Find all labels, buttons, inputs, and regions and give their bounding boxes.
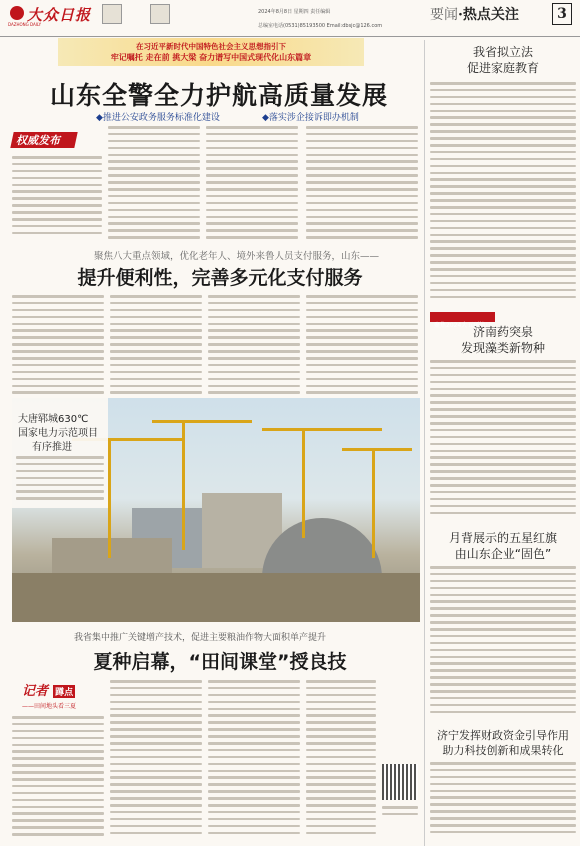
app-qr-icon-2 — [150, 4, 170, 24]
ground — [12, 573, 420, 622]
right-story-2-line1: 济南药突泉 — [472, 325, 533, 339]
main-sub-1-text: 推进公安政务服务标准化建设 — [102, 113, 220, 123]
right-story-2-tag-text: 聚焦2024大五环境日 — [434, 322, 492, 329]
newspaper-logo — [10, 6, 24, 20]
main-story-col-1 — [12, 156, 102, 242]
bullet-icon: ◆ — [262, 113, 269, 123]
right-story-4-line1: 济宁发挥财政资金引导作用 — [437, 729, 569, 742]
payment-kicker: 聚焦八大重点领域，优化老年人、境外来鲁人员支付服务，山东—— — [94, 251, 380, 262]
banner-line2: 牢记嘱托 走在前 挑大梁 奋力谱写中国式现代化山东篇章 — [110, 53, 312, 62]
payment-col-1 — [12, 295, 104, 395]
payment-col-3 — [208, 295, 300, 395]
right-story-3-title — [428, 530, 578, 562]
building — [52, 538, 172, 578]
masthead-rule — [0, 36, 580, 37]
summer-col-4 — [306, 680, 376, 842]
banner — [58, 38, 364, 66]
bullet-icon: ◆ — [96, 113, 103, 123]
photo-caption-2: 国家电力示范项目 — [18, 428, 98, 439]
summer-col-1 — [12, 716, 104, 842]
photo-caption-3: 有序推进 — [32, 442, 72, 453]
payment-headline: 提升便利性，完善多元化支付服务 — [77, 267, 363, 289]
right-story-1-line1: 我省拟立法 — [472, 45, 533, 59]
main-sub-2-text: 落实涉企接诉即办机制 — [268, 113, 359, 123]
contact-info: 总编室电话(0531)85193500 Email:dbsjc@126.com — [258, 23, 383, 29]
section-sub: ·热点关注 — [458, 7, 519, 23]
summer-col-3 — [208, 680, 300, 842]
photo-caption-text — [16, 456, 104, 504]
masthead — [0, 0, 580, 38]
crane — [152, 420, 252, 423]
photo-caption-1: 大唐郓城630℃ — [18, 414, 89, 425]
right-story-4-title — [428, 728, 578, 758]
logo-sub: DAZHONG DAILY — [8, 22, 42, 27]
page-number-box: 3 — [552, 3, 572, 25]
right-story-1-title — [428, 44, 578, 76]
main-sub-2 — [262, 110, 359, 123]
reporter-tag-1: 记者 — [22, 684, 49, 699]
authority-tag-text: 权威发布 — [16, 134, 60, 147]
section-main: 要闻 — [430, 7, 458, 23]
right-story-2-line2: 发现藻类新物种 — [460, 341, 545, 355]
right-story-3-body — [430, 566, 576, 726]
right-story-2-body — [430, 360, 576, 526]
main-story-col-3 — [206, 126, 298, 242]
crane — [182, 420, 185, 550]
qr-code — [382, 764, 418, 800]
right-story-3-line2: 由山东企业“固色” — [454, 547, 552, 561]
banner-line1: 在习近平新时代中国特色社会主义思想指引下 — [136, 42, 286, 51]
right-story-4-line2: 助力科技创新和成果转化 — [442, 744, 564, 757]
summer-headline: 夏种启幕，“田间课堂”授良技 — [93, 651, 347, 673]
summer-kicker: 我省集中推广关键增产技术，促进主要粮油作物大面积单产提升 — [74, 633, 327, 643]
column-divider — [424, 40, 425, 846]
reporter-tag — [22, 680, 98, 714]
crane — [302, 428, 305, 538]
main-headline: 山东全警全力护航高质量发展 — [49, 81, 388, 110]
crane — [262, 428, 382, 431]
crane — [108, 438, 111, 558]
right-story-3-line1: 月背展示的五星红旗 — [448, 531, 557, 545]
crane — [372, 448, 375, 558]
app-qr-icon — [102, 4, 122, 24]
qr-caption — [382, 806, 418, 826]
right-story-1-line2: 促进家庭教育 — [466, 61, 539, 75]
right-story-4-body — [430, 762, 576, 842]
right-story-2-title — [428, 324, 578, 356]
main-story-col-2 — [108, 126, 200, 242]
section-title — [430, 4, 519, 24]
logo-text: 大众日报 — [27, 6, 92, 24]
issue-info: 2024年8月8日 星期四 责任编辑 — [258, 9, 331, 15]
summer-col-2 — [110, 680, 202, 842]
reporter-tag-3: ——田间地头看三夏 — [22, 703, 77, 710]
main-story-col-4 — [306, 126, 418, 242]
right-story-1-body — [430, 82, 576, 310]
reporter-tag-2: 蹲点 — [53, 685, 75, 698]
crane — [342, 448, 412, 451]
main-sub-1 — [96, 110, 220, 123]
payment-col-2 — [110, 295, 202, 395]
payment-col-4 — [306, 295, 418, 395]
right-story-2-tag — [430, 312, 495, 329]
